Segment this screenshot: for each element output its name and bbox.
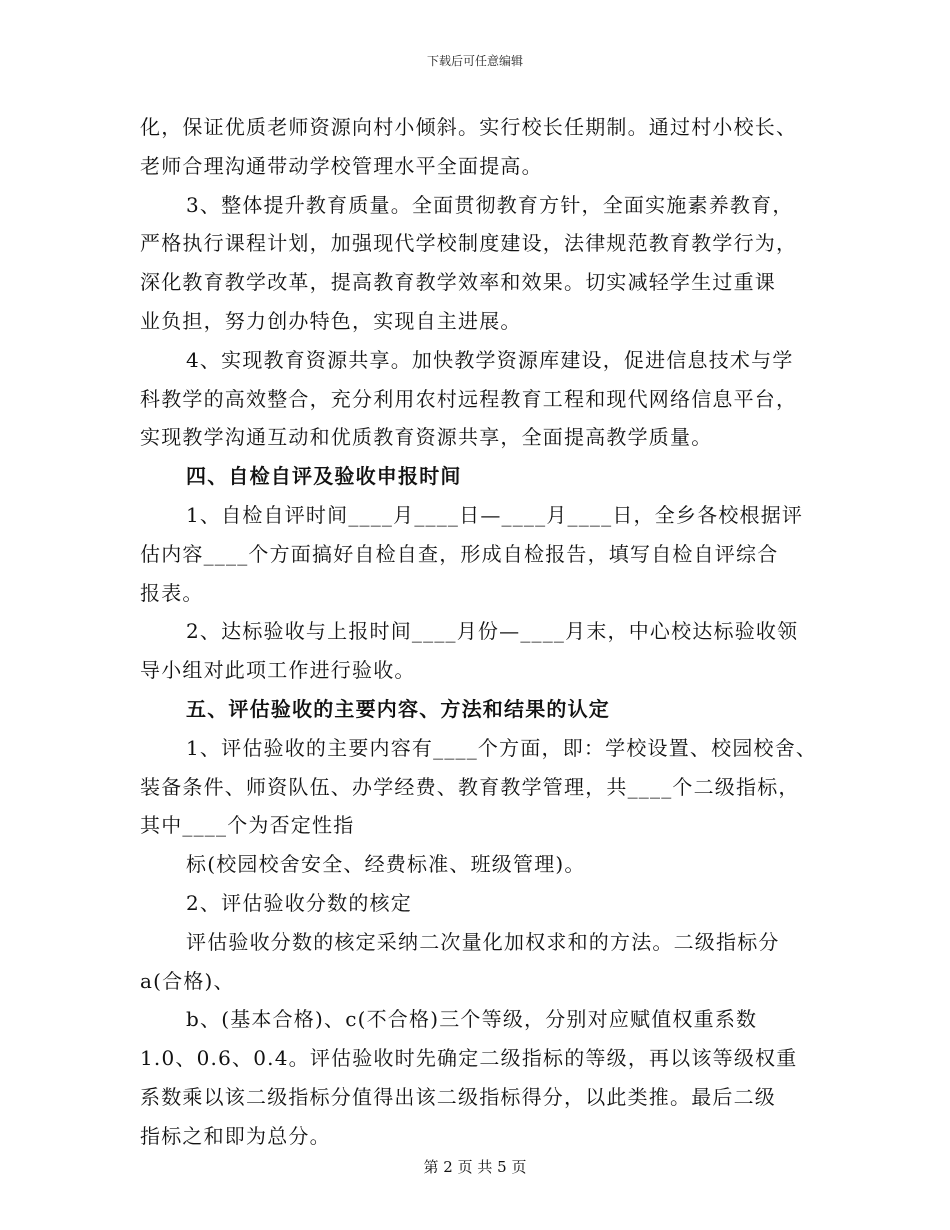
paragraph-line: 2、评估验收分数的核定	[186, 890, 412, 915]
paragraph-line: 装备条件、师资队伍、办学经费、教育教学管理，共____个二级指标，	[140, 774, 800, 799]
paragraph-line: 报表。	[140, 580, 204, 605]
paragraph-line: 标(校园校舍安全、经费标准、班级管理)。	[186, 852, 586, 877]
paragraph-line: 4、实现教育资源共享。加快教学资源库建设，促进信息技术与学	[186, 347, 794, 372]
paragraph-line: a(合格)、	[140, 968, 235, 993]
paragraph-line: 1.0、0.6、0.4。评估验收时先确定二级指标的等级，再以该等级权重	[140, 1046, 798, 1071]
paragraph-line: 导小组对此项工作进行验收。	[140, 658, 416, 683]
paragraph-line: 科教学的高效整合，充分利用农村远程教育工程和现代网络信息平台，	[140, 386, 798, 411]
section-heading: 五、评估验收的主要内容、方法和结果的认定	[186, 696, 610, 721]
paragraph-line: b、(基本合格)、c(不合格)三个等级，分别对应赋值权重系数	[186, 1007, 758, 1032]
paragraph-line: 业负担，努力创办特色，实现自主进展。	[140, 308, 522, 333]
paragraph-line: 1、自检自评时间____月____日—____月____日，全乡各校根据评	[186, 502, 804, 527]
page-header-note: 下载后可任意编辑	[426, 54, 523, 68]
paragraph-line: 1、评估验收的主要内容有____个方面，即：学校设置、校园校舍、	[186, 735, 818, 760]
page-number-footer: 第 2 页 共 5 页	[423, 1158, 527, 1176]
paragraph-line: 估内容____个方面搞好自检自查，形成自检报告，填写自检自评综合	[140, 541, 779, 566]
paragraph-line: 其中____个为否定性指	[140, 813, 355, 838]
paragraph-line: 系数乘以该二级指标分值得出该二级指标得分，以此类推。最后二级	[140, 1084, 776, 1109]
document-body	[140, 108, 830, 1156]
paragraph-line: 指标之和即为总分。	[140, 1123, 331, 1148]
section-heading: 四、自检自评及验收申报时间	[186, 464, 462, 489]
paragraph-line: 2、达标验收与上报时间____月份—____月末，中心校达标验收领	[186, 619, 799, 644]
paragraph-line: 化，保证优质老师资源向村小倾斜。实行校长任期制。通过村小校长、	[140, 115, 798, 139]
paragraph-line: 实现教学沟通互动和优质教育资源共享，全面提高教学质量。	[140, 425, 713, 450]
paragraph-line: 评估验收分数的核定采纳二次量化加权求和的方法。二级指标分	[186, 929, 780, 954]
paragraph-line: 3、整体提升教育质量。全面贯彻教育方针，全面实施素养教育，	[186, 192, 794, 217]
paragraph-line: 严格执行课程计划，加强现代学校制度建设，法律规范教育教学行为，	[140, 231, 798, 256]
paragraph-line: 深化教育教学改革，提高教育教学效率和效果。切实减轻学生过重课	[140, 270, 776, 295]
paragraph-line: 老师合理沟通带动学校管理水平全面提高。	[140, 153, 543, 178]
